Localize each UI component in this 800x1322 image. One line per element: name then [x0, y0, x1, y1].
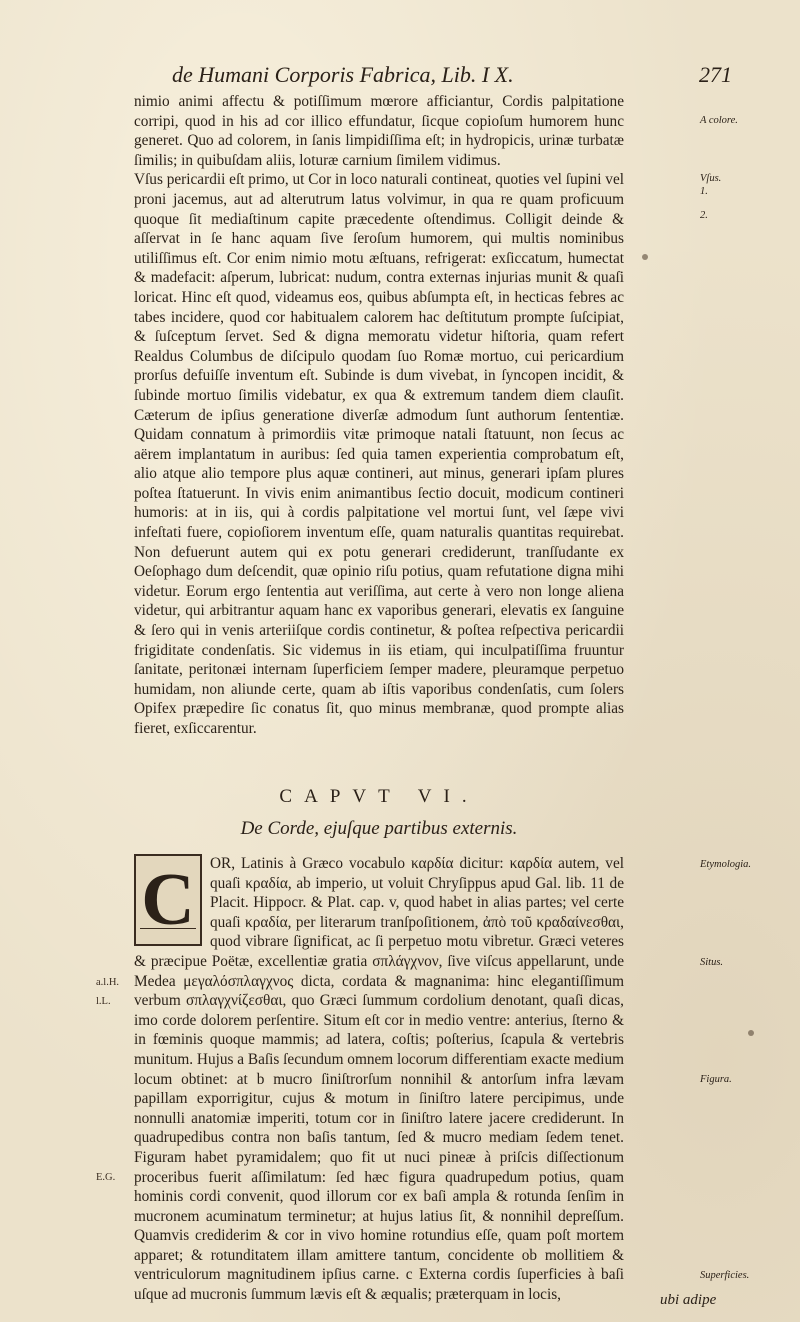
right-margin-note: A colore.: [700, 115, 738, 126]
paragraph-usus: Vſus pericardii eſt primo, ut Cor in loco naturali contineat, quoties vel ſupini vel proni jacemus, aut ad alterutrum latus volvimur, in qua re quam proficuum quoque ſit mediaſtinum capite præcedente oſtendimus. Colligit deinde & aſſervat in ſe hanc aquam ſive ſeroſum humorem, qui multis nominibus utiliſſimus eſt. Cor enim nimio motu æſtuans, refrigerat: exſiccatum, humectat & madefacit: aſperum, lubricat: nudum, contra externas injurias munit & quaſi loricat. Hinc eſt quod, videamus eos, quibus abſumpta eſt, in hecticas febres ac tabes incidere, quod cor habitualem calorem hac deſtitutum prompte ſuſcipiat, & ſuſceptum ſervet. Sed & digna memoratu videtur hiſtoria, quam refert Realdus Columbus de diſcipulo quodam ſuo Romæ mortuo, cui pericardium prorſus defuiſſe inventum eſt. Subinde is dum vivebat, in ſyncopen incidit, & ſubinde mortuo ſimilis videbatur, ex qua & extremum tandem diem clauſit. Cæterum de ipſius generatione diverſæ admodum ſunt authorum ſententiæ. Quidam connatum à primordiis vitæ primoque natali ſtatuunt, non ſecus ac aërem implantatum in auribus: ſed quia tamen experientia comprobatum eſt, alio atque alio tempore plus aquæ contineri, aut minus, generari ipſam plures poſtea ſtatuerunt. In vivis enim animantibus ſectio docuit, modicum contineri humoris: at in iis, qui à cordis palpitatione vel mortui ſunt, vel ſæpe vivi infeſtati fuere, copioſiorem inventum eſſe, quam naturalis quantitas requirebat. Non defuerunt autem qui ex potu generari crediderunt, tranſſudante ex Oeſophago dum deſcendit, quæ opinio riſu potius, quam refutatione digna mihi videtur. Eorum ergo ſententia aut veriſſima, aut certe à vero non longe aliena videtur, qui arbitrantur aquam hanc ex vaporibus generari, elevatis ex ſanguine & ſero qui in venis arteriiſque cordis continetur, & poſtea reſpectiva pericardii frigiditate condenſatis. Sic videmus in iis etiam, qui inculpatiſſima fruuntur ſanitate, peritonæi internam ſuperficiem ſemper madere, pleuramque perpetuo humidam, non aliunde certe, quam ab iſtis vaporibus condenſatis, cum ſolers Opifex præpedire ſic conatus ſit, quo minus membranæ, quod prompte alias fieret, exſiccarentur.: [134, 171, 624, 737]
ornamental-initial: [134, 854, 202, 946]
chapter-heading: CAPVT VI.: [279, 786, 479, 807]
right-margin-note: Etymologia.: [700, 859, 752, 870]
initial-ornament: [140, 928, 196, 941]
running-header: [172, 62, 732, 90]
chapter-subtitle: De Corde, ejuſque partibus externis.: [240, 818, 518, 839]
running-title: de Humani Corporis Fabrica, Lib. I X.: [172, 62, 514, 87]
catchword: ubi adipe: [660, 1292, 717, 1308]
left-margin-note: E.G.: [96, 1172, 116, 1183]
lower-text-block: [134, 854, 624, 1305]
paragraph-cor: OR, Latinis à Græco vocabulo καρδία dicitur: καρδία autem, vel quaſi κραδία, ab imperio, ut voluit Chryſippus apud Gal. lib. 11 de Placit. Hippocr. & Plat. cap. v, quod habet in alias partes; vel certe quaſi κραδία, per literarum tranſpoſitionem, ἀπὸ τοῦ κραδαίνεσθαι, quod vibrare ſignificat, ac ſi perpetuo motu vibretur. Græci veteres & præcipue Poëtæ, excellentiæ gratia σπλάγχνον, ſive viſcus appellarunt, unde Medea μεγαλόσπλαγχνος dicta, cordata & magnanima: hinc elegantiſſimum verbum σπλαγχνίζεσθαι, quo Græci ſummum cordolium denotant, quaſi dicas, imo corde dolorem perſentire. Situm eſt cor in medio ventre: anterius, ſterno & in fœminis quoque mammis; ad latera, coſtis; poſterius, ſcapula & vertebris munitum. Hujus a Baſis ſecundum omnem locorum differentiam exacte medium locum obtinet: at b mucro ſiniſtrorſum nonnihil & antorſum infra lævam papillam exporrigitur, cujus & motum in ſiniſtro latere percipimus, unde nonnulli anatomiæ imperiti, totum cor in ſiniſtro latere jacere crediderunt. In quadrupedibus contra non baſis tantum, ſed & mucro mediam ſedem tenet. Figuram habet pyramidalem; quo fit ut nuci pineæ à priſcis diſſectionum proceribus fuerit aſſimilatum: ſed hæc figura quadrupedum potius, quam hominis cordi convenit, quod illorum cor ex baſi ampla & rotunda ſenſim in mucronem acuminatum terminetur; at hujus latius ſit, & nonnihil depreſſum. Quamvis crediderim & cor in vivo homine rotundius eſſe, quam poſt mortem apparet; & rotunditatem illam amittere tantum, concidente ob mollitiem & ventriculorum magnitudinem ipſius carne. c Externa cordis ſuperficies à baſi uſque ad mucronis ſummum lævis eſt & æqualis; præterquam in locis,: [134, 855, 624, 1304]
right-margin-note: Situs.: [700, 957, 724, 968]
left-margin-note: a.l.H.: [96, 977, 120, 988]
right-margin-note: Superficies.: [700, 1270, 750, 1281]
right-margin-note: Figura.: [700, 1074, 732, 1085]
right-margin-note: 1.: [700, 186, 708, 197]
initial-letter: C: [141, 859, 195, 941]
page-number: 271: [699, 62, 732, 87]
ink-spot: [642, 254, 648, 260]
right-margin-note: 2.: [700, 210, 708, 221]
upper-text-block: [134, 92, 624, 739]
right-margin-note: Vſus.: [700, 173, 722, 184]
left-margin-note: l.L.: [96, 996, 111, 1007]
ink-spot: [748, 1030, 754, 1036]
paragraph-color: nimio animi affectu & potiſſimum mœrore afficiantur, Cordis palpitatione corripi, quod in his ad cor illico effundatur, ſicque copioſum humorem hunc generet. Quo ad colorem, in ſanis limpidiſſima eſt; in hydropicis, urinæ turbatæ ſimilis; in quibuſdam aliis, loturæ carnium ſimilem vidimus.: [134, 93, 624, 169]
